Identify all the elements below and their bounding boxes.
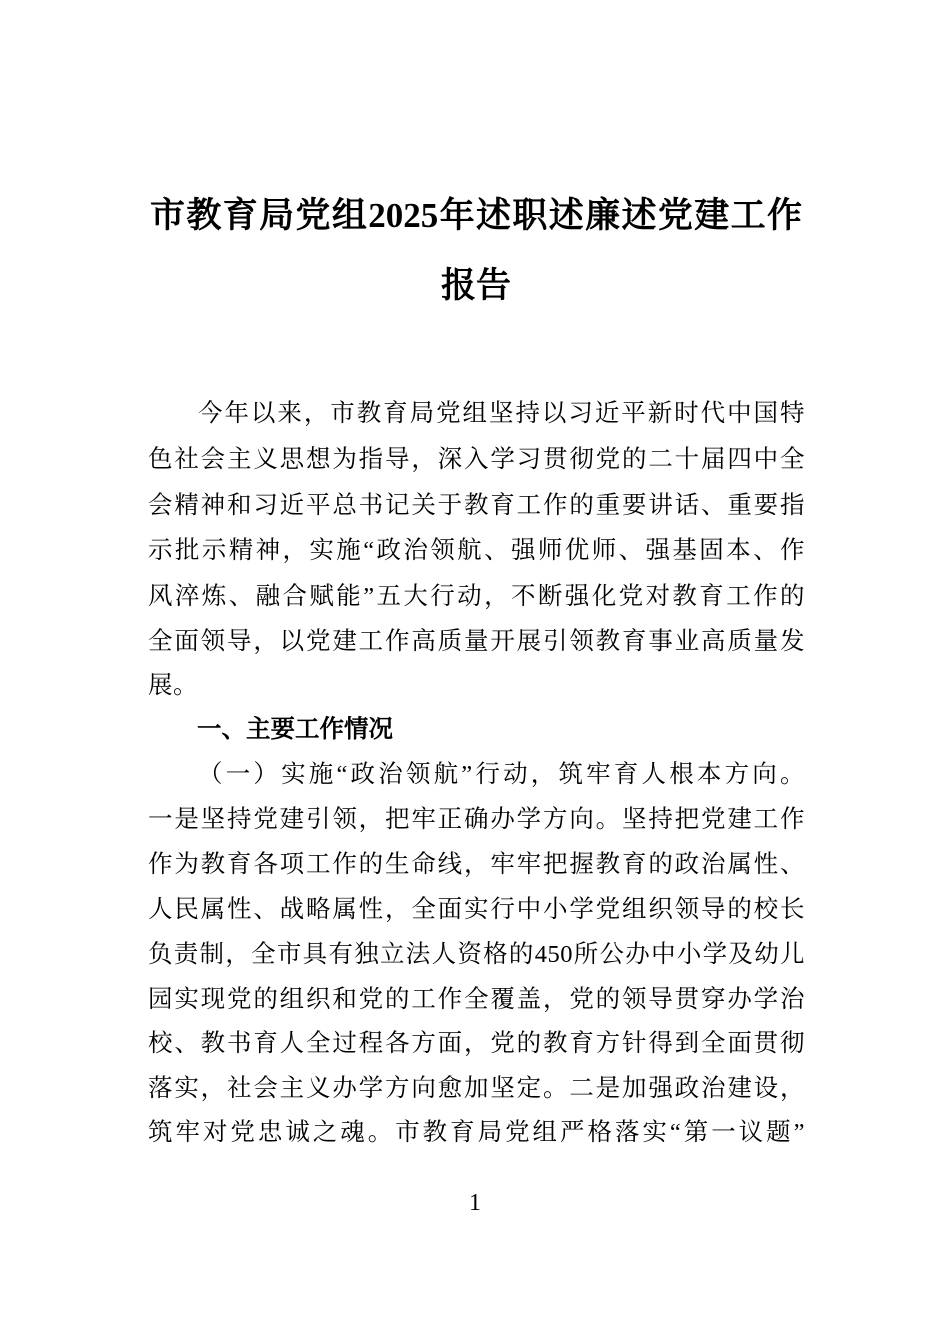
text-line: 校、教书育人全过程各方面，党的教育方针得到全面贯彻: [148, 1030, 805, 1057]
document-title-line-2: 报告: [440, 266, 511, 305]
section-heading: 一、主要工作情况: [197, 716, 393, 743]
page-number: 1: [469, 1190, 481, 1216]
text-line: 筑牢对党忠诚之魂。市教育局党组严格落实“第一议题”: [148, 1119, 805, 1146]
text-line: 示批示精神，实施“政治领航、强师优师、强基固本、作: [148, 537, 805, 564]
text-line: 人民属性、战略属性，全面实行中小学党组织领导的校长: [148, 896, 805, 923]
text-line: 作为教育各项工作的生命线，牢牢把握教育的政治属性、: [148, 851, 805, 878]
document-title-line-1: 市教育局党组2025年述职述廉述党建工作: [150, 196, 802, 235]
text-line: 风淬炼、融合赋能”五大行动，不断强化党对教育工作的: [148, 583, 805, 610]
text-line: 今年以来，市教育局党组坚持以习近平新时代中国特: [198, 400, 805, 427]
text-line: 负责制，全市具有独立法人资格的450所公办中小学及幼儿: [148, 941, 805, 968]
text-line: 会精神和习近平总书记关于教育工作的重要讲话、重要指: [148, 492, 805, 519]
text-line: 落实，社会主义办学方向愈加坚定。二是加强政治建设，: [148, 1075, 805, 1102]
text-line: 全面领导，以党建工作高质量开展引领教育事业高质量发: [148, 628, 805, 655]
subsection-heading: （一）实施“政治领航”行动，筑牢育人根本方向。: [198, 761, 805, 788]
text-line: 色社会主义思想为指导，深入学习贯彻党的二十届四中全: [148, 446, 805, 473]
text-line: 园实现党的组织和党的工作全覆盖，党的领导贯穿办学治: [148, 986, 805, 1013]
text-line: 一是坚持党建引领，把牢正确办学方向。坚持把党建工作: [148, 806, 805, 833]
text-line: 展。: [148, 672, 198, 699]
